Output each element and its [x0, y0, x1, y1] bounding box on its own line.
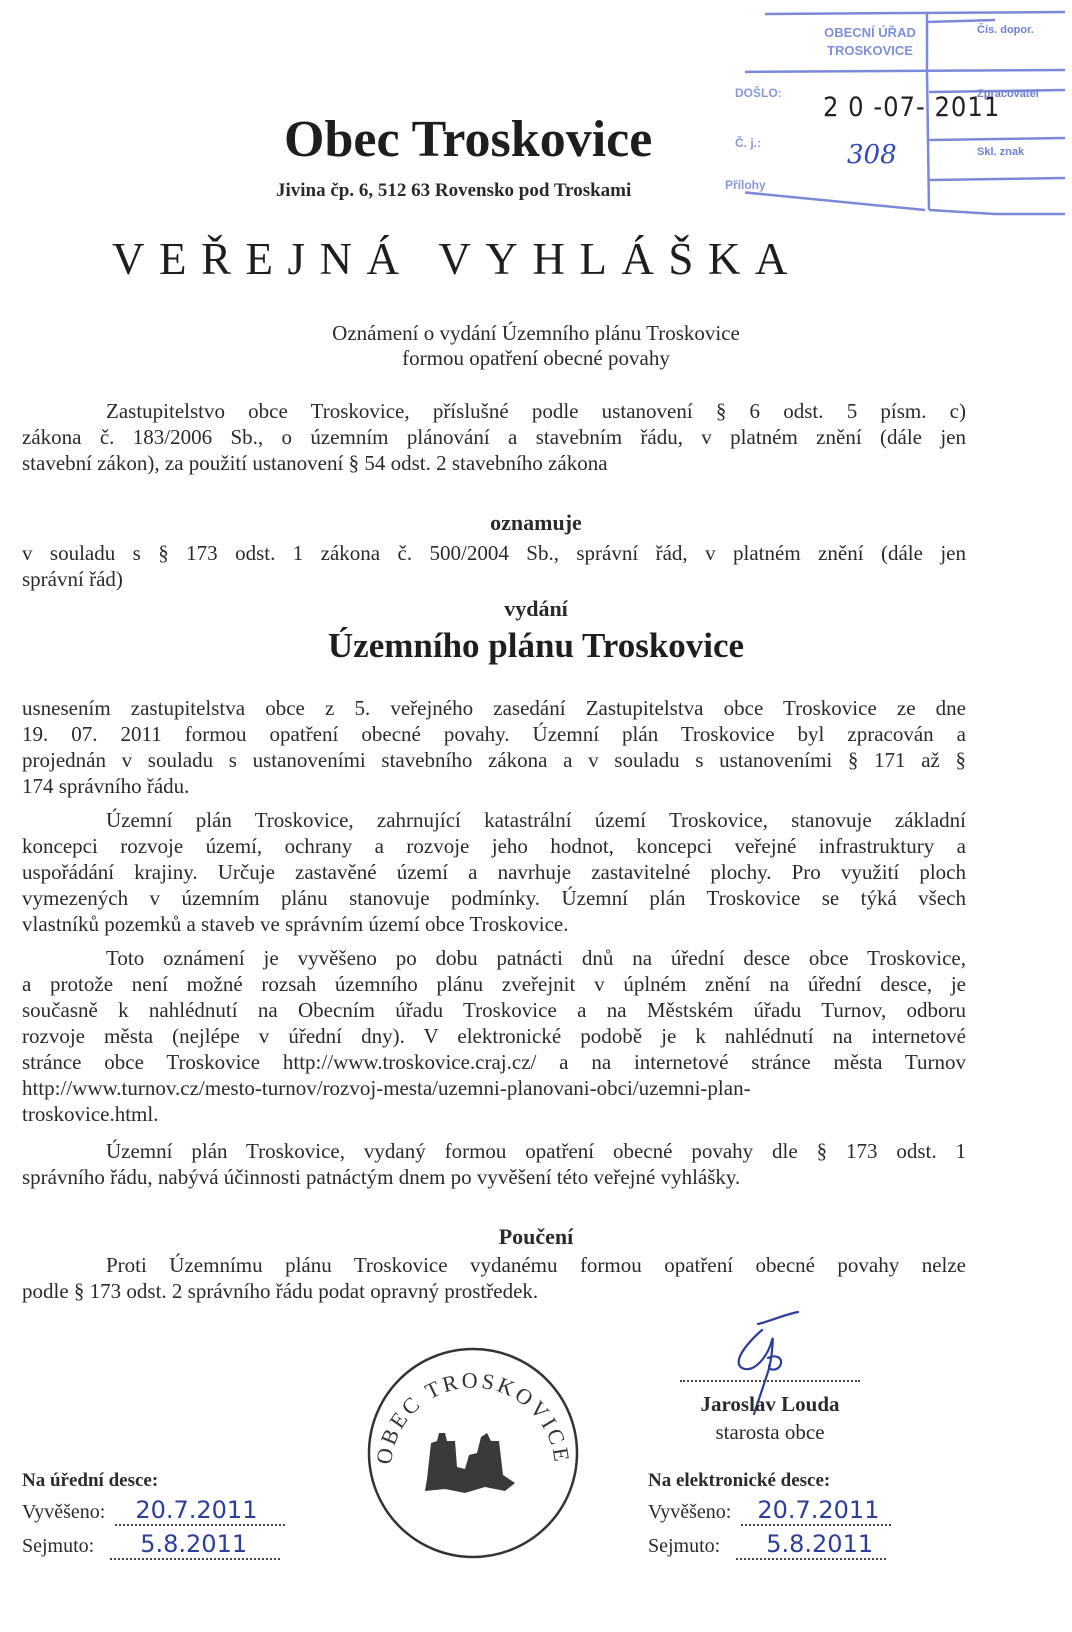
text-line: http://www.turnov.cz/mesto-turnov/rozvoj-mesta/uzemni-planovani-obci/uzemni-plan- — [22, 1076, 751, 1100]
posted-dotted-field — [741, 1496, 891, 1526]
municipality-address: Jivina čp. 6, 512 63 Rovensko pod Troskami — [276, 180, 632, 201]
posting-electronic-heading: Na elektronické desce: — [648, 1470, 831, 1491]
posting-board-block — [22, 1470, 285, 1560]
text-line: uspořádání krajiny. Určuje zastavěné území a navrhuje zastavitelné plochy. Pro využití ploch — [22, 860, 966, 884]
posting-board-heading: Na úřední desce: — [22, 1470, 159, 1491]
stamp-received-label: DOŠLO: — [735, 86, 782, 100]
stamp-ref-label: Č. j.: — [735, 136, 761, 150]
text-line: Územní plán Troskovice, zahrnující katastrální území Troskovice, stanovuje základní — [106, 808, 966, 832]
stamp-side-processor: Zpracovatel — [977, 88, 1039, 100]
text-line: Územní plán Troskovice, vydaný formou opatření obecné povahy dle § 173 odst. 1 — [106, 1139, 966, 1163]
text-line: zákona č. 183/2006 Sb., o územním plánování a stavebním řádu, v platném znění (dále jen — [22, 425, 966, 449]
text-line: vymezených v územním plánu stanovuje podmínky. Územní plán Troskovice se týká všech — [22, 886, 966, 910]
text-line: projednán v souladu s ustanoveními stavebního zákona a v souladu s ustanoveními § 171 až § — [22, 748, 966, 772]
stamp-org-line2: TROSKOVICE — [827, 43, 913, 58]
body-paragraph-2 — [22, 807, 966, 937]
signatory-name: Jaroslav Louda — [700, 1392, 840, 1416]
removed-date: 5.8.2011 — [140, 1530, 248, 1558]
text-line: koncepci rozvoje území, ochrany a rozvoje jeho hodnot, koncepci veřejné infrastruktury a — [22, 834, 966, 858]
text-line: Zastupitelstvo obce Troskovice, příslušné podle ustanovení § 6 odst. 5 písm. c) — [106, 399, 966, 423]
removed-label: Sejmuto: — [648, 1535, 721, 1557]
instruction-heading: Poučení — [498, 1224, 574, 1249]
signature-line — [680, 1380, 860, 1382]
text-line: Toto oznámení je vyvěšeno po dobu patnácti dnů na úřední desce obce Troskovice, — [106, 946, 966, 970]
plan-title: Územního plánu Troskovice — [327, 626, 745, 665]
text-line: 19. 07. 2011 formou opatření obecné povahy. Územní plán Troskovice byl zpracován a — [22, 722, 966, 746]
posted-date: 20.7.2011 — [757, 1496, 880, 1524]
stamp-received-date: 2 0 -07- 2011 — [823, 92, 1001, 123]
stamp-attachments-label: Přílohy — [725, 178, 766, 192]
text-line: správní řád) — [22, 567, 123, 591]
stamp-org-line1: OBECNÍ ÚŘAD — [824, 25, 916, 40]
registry-stamp — [725, 10, 1067, 220]
stamp-ref-number: 308 — [847, 140, 897, 170]
removed-dotted-field — [736, 1530, 886, 1560]
body-paragraph-1 — [22, 695, 966, 799]
text-line: podle § 173 odst. 2 správního řádu podat opravný prostředek. — [22, 1279, 539, 1303]
posting-electronic-removed-row — [648, 1530, 891, 1560]
body-paragraph-4 — [22, 1138, 966, 1190]
posted-date: 20.7.2011 — [135, 1496, 258, 1524]
municipality-title: Obec Troskovice — [284, 111, 653, 168]
text-line: současně k nahlédnutí na Obecním úřadu Troskovice a na Městském úřadu Turnov, odboru — [22, 998, 966, 1022]
removed-date: 5.8.2011 — [766, 1530, 874, 1558]
removed-label: Sejmuto: — [22, 1535, 95, 1557]
signatory-role: starosta obce — [715, 1420, 825, 1444]
announces-heading: oznamuje — [490, 510, 582, 535]
posted-dotted-field — [115, 1496, 285, 1526]
seal-text: OBEC TROSKOVICE — [370, 1367, 576, 1466]
subtitle-line-1: Oznámení o vydání Územního plánu Troskovice — [332, 321, 740, 345]
svg-text:OBEC TROSKOVICE — [371, 1368, 575, 1466]
text-line: Proti Územnímu plánu Troskovice vydanému formou opatření obecné povahy nelze — [106, 1253, 966, 1277]
posting-board-removed-row — [22, 1530, 285, 1560]
notice-title: VEŘEJNÁ VYHLÁŠKA — [112, 234, 802, 284]
text-line: v souladu s § 173 odst. 1 zákona č. 500/2004 Sb., správní řád, v platném znění (dále jen — [22, 541, 966, 565]
announces-paragraph — [22, 540, 966, 592]
notice-subtitle — [0, 321, 1072, 371]
removed-dotted-field — [110, 1530, 280, 1560]
stamp-side-registration: Čís. dopor. — [977, 24, 1034, 36]
stamp-organization — [800, 24, 940, 60]
posting-electronic-block — [648, 1470, 891, 1560]
text-line: stavební zákon), za použití ustanovení § 54 odst. 2 stavebního zákona — [22, 451, 608, 475]
intro-paragraph — [22, 398, 966, 476]
text-line: troskovice.html. — [22, 1102, 159, 1126]
body-paragraph-3 — [22, 945, 966, 1127]
issue-heading: vydání — [504, 596, 568, 621]
stamp-side-filing-code: Skl. znak — [977, 146, 1025, 158]
text-line: správního řádu, nabývá účinnosti patnáctým dnem po vyvěšení této veřejné vyhlášky. — [22, 1165, 741, 1189]
subtitle-line-2: formou opatření obecné povahy — [402, 346, 670, 370]
posted-label: Vyvěšeno: — [22, 1501, 106, 1523]
text-line: stránce obce Troskovice http://www.troskovice.craj.cz/ a na internetové stránce města Turnov — [22, 1050, 966, 1074]
official-seal — [365, 1345, 581, 1561]
text-line: vlastníků pozemků a staveb ve správním území obce Troskovice. — [22, 912, 569, 936]
posting-electronic-posted-row — [648, 1496, 891, 1526]
text-line: rozvoje města (nejlépe v úřední dny). V elektronické podobě je k nahlédnutí na internetové — [22, 1024, 966, 1048]
instruction-paragraph — [22, 1252, 966, 1304]
text-line: usnesením zastupitelstva obce z 5. veřejného zasedání Zastupitelstva obce Troskovice ze dne — [22, 696, 966, 720]
castle-ruin-icon — [425, 1433, 515, 1493]
text-line: a protože není možné rozsah územního plánu zveřejnit v úplném znění na úřední desce, je — [22, 972, 966, 996]
posted-label: Vyvěšeno: — [648, 1501, 732, 1523]
posting-board-posted-row — [22, 1496, 285, 1526]
text-line: 174 správního řádu. — [22, 774, 190, 798]
